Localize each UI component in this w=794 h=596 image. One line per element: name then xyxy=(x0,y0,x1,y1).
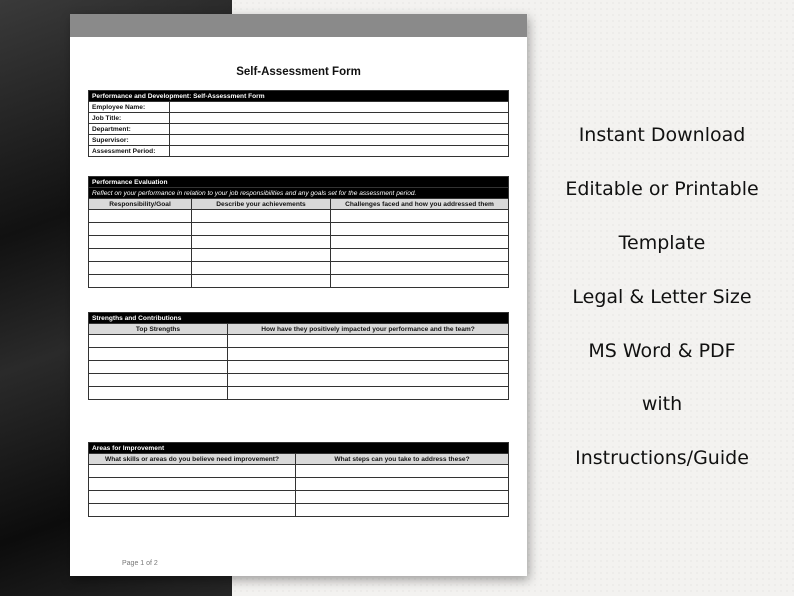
col-challenges: Challenges faced and how you addressed them xyxy=(331,199,509,210)
table-row xyxy=(89,210,509,223)
page-number: Page 1 of 2 xyxy=(122,560,158,567)
table-row xyxy=(89,223,509,236)
table-cell[interactable] xyxy=(228,374,509,387)
table-row xyxy=(89,491,509,504)
table-cell[interactable] xyxy=(331,275,509,288)
promo-line-editable: Editable or Printable xyxy=(565,178,759,200)
table-cell[interactable] xyxy=(331,236,509,249)
table-cell[interactable] xyxy=(89,491,296,504)
table-cell[interactable] xyxy=(192,249,331,262)
table-cell[interactable] xyxy=(228,348,509,361)
improvement-table xyxy=(88,442,509,517)
promo-line-guide: Instructions/Guide xyxy=(575,447,749,469)
department-label: Department: xyxy=(89,124,170,135)
promo-line-download: Instant Download xyxy=(578,124,746,146)
col-impact: How have they positively impacted your performance and the team? xyxy=(228,324,509,335)
table-cell[interactable] xyxy=(89,210,192,223)
table-cell[interactable] xyxy=(192,275,331,288)
table-cell[interactable] xyxy=(192,262,331,275)
table-cell[interactable] xyxy=(89,374,228,387)
table-cell[interactable] xyxy=(296,491,509,504)
supervisor-field[interactable] xyxy=(170,135,509,146)
strengths-table xyxy=(88,312,509,400)
strengths-header: Strengths and Contributions xyxy=(89,313,509,324)
improvement-header: Areas for Improvement xyxy=(89,443,509,454)
job-title-field[interactable] xyxy=(170,113,509,124)
table-row xyxy=(89,504,509,517)
supervisor-label: Supervisor: xyxy=(89,135,170,146)
table-cell[interactable] xyxy=(228,335,509,348)
col-top-strengths: Top Strengths xyxy=(89,324,228,335)
table-row xyxy=(89,374,509,387)
promo-line-with: with xyxy=(641,393,683,415)
evaluation-subheader: Reflect on your performance in relation to your job responsibilities and any goals set for the assessment period. xyxy=(89,188,509,199)
table-cell[interactable] xyxy=(228,361,509,374)
col-achievements: Describe your achievements xyxy=(192,199,331,210)
col-responsibility: Responsibility/Goal xyxy=(89,199,192,210)
paper-header-bar xyxy=(70,14,527,37)
table-cell[interactable] xyxy=(296,478,509,491)
form-title: Self-Assessment Form xyxy=(236,66,361,78)
job-title-label: Job Title: xyxy=(89,113,170,124)
info-header: Performance and Development: Self-Assessment Form xyxy=(89,91,509,102)
table-cell[interactable] xyxy=(89,348,228,361)
table-cell[interactable] xyxy=(296,465,509,478)
table-cell[interactable] xyxy=(89,465,296,478)
table-cell[interactable] xyxy=(89,275,192,288)
assessment-period-field[interactable] xyxy=(170,146,509,157)
table-row xyxy=(89,478,509,491)
table-row xyxy=(89,361,509,374)
table-row xyxy=(89,275,509,288)
evaluation-header: Performance Evaluation xyxy=(89,177,509,188)
employee-info-table xyxy=(88,90,509,157)
table-row xyxy=(89,262,509,275)
table-row xyxy=(89,465,509,478)
table-cell[interactable] xyxy=(89,223,192,236)
table-cell[interactable] xyxy=(89,478,296,491)
table-cell[interactable] xyxy=(331,249,509,262)
table-cell[interactable] xyxy=(89,361,228,374)
table-cell[interactable] xyxy=(89,504,296,517)
table-cell[interactable] xyxy=(296,504,509,517)
assessment-period-label: Assessment Period: xyxy=(89,146,170,157)
table-cell[interactable] xyxy=(89,236,192,249)
table-cell[interactable] xyxy=(89,262,192,275)
table-cell[interactable] xyxy=(89,249,192,262)
promo-line-template: Template xyxy=(618,232,706,254)
table-row xyxy=(89,236,509,249)
table-cell[interactable] xyxy=(331,262,509,275)
form-paper xyxy=(70,14,527,576)
col-steps: What steps can you take to address these? xyxy=(296,454,509,465)
table-row xyxy=(89,249,509,262)
table-row xyxy=(89,348,509,361)
table-cell[interactable] xyxy=(89,335,228,348)
table-cell[interactable] xyxy=(192,210,331,223)
table-cell[interactable] xyxy=(192,223,331,236)
table-cell[interactable] xyxy=(192,236,331,249)
table-cell[interactable] xyxy=(228,387,509,400)
evaluation-table xyxy=(88,176,509,288)
department-field[interactable] xyxy=(170,124,509,135)
employee-name-field[interactable] xyxy=(170,102,509,113)
table-cell[interactable] xyxy=(331,210,509,223)
table-row xyxy=(89,335,509,348)
employee-name-label: Employee Name: xyxy=(89,102,170,113)
promo-line-formats: MS Word & PDF xyxy=(588,340,736,362)
table-cell[interactable] xyxy=(89,387,228,400)
col-skills-needed: What skills or areas do you believe need improvement? xyxy=(89,454,296,465)
promo-line-size: Legal & Letter Size xyxy=(572,286,752,308)
table-cell[interactable] xyxy=(331,223,509,236)
table-row xyxy=(89,387,509,400)
